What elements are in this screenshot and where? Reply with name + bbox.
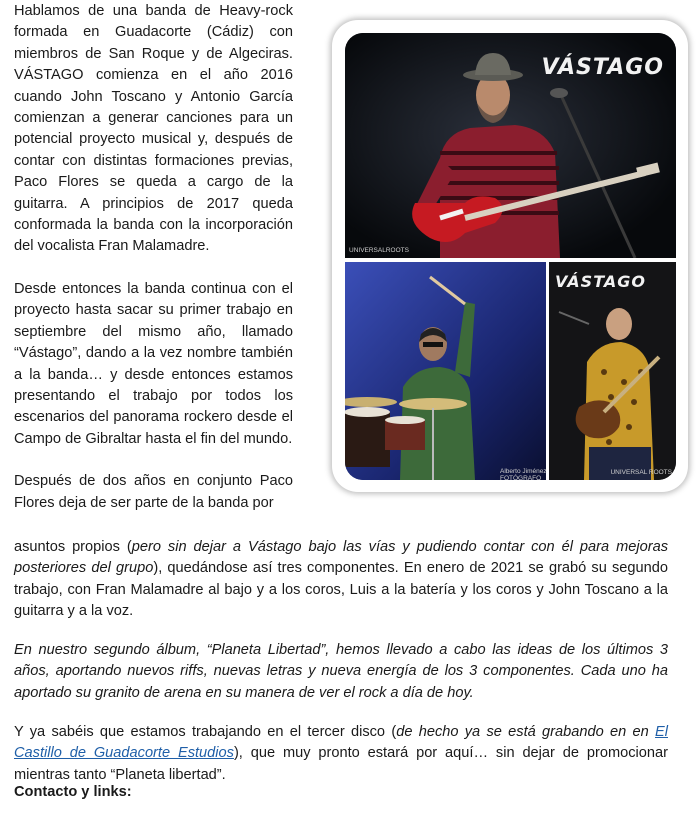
paragraph-lineup-change-continued <box>14 537 668 623</box>
photo-drummer <box>345 262 546 480</box>
photo-credit-bottom-right: UNIVERSAL ROOTS <box>610 469 672 476</box>
guitarist-illustration <box>549 262 676 480</box>
paragraph-lineup-change-start: Después de dos años en conjunto Paco Flores deja de ser parte de la banda por <box>14 473 293 511</box>
italic-aside: pero sin dejar a Vástago bajo las vías y pudiendo contar con él para mejoras posteriores del grupo <box>14 539 668 577</box>
photo-credit-top: UNIVERSALROOTS <box>349 247 409 254</box>
left-column <box>14 1 293 514</box>
band-logo-bottom: VÁSTAGO <box>555 272 646 291</box>
paragraph-band-origin: Hablamos de una banda de Heavy-rock formada en Guadacorte (Cádiz) con miembros de San Roque y de Algeciras. VÁSTAGO comienza en el año 2016 cuando John Toscano y Antonio García comienzan a generar canciones para un potencial proyecto musical y, después de contar con distintas formaciones previas, Paco Flores se queda a cargo de la guitarra. A principios de 2017 queda conformada la banda con la incorporación del vocalista Fran Malamadre. <box>14 3 293 255</box>
photo-collage <box>332 20 688 492</box>
drummer-illustration <box>345 262 546 480</box>
text-run: ), quedándose así tres componentes. En enero de 2021 se grabó su segundo trabajo, con Fran Malamadre al bajo y a los coros, Luis a la batería y los coros y John Toscano a la guitarra y a la voz. <box>14 560 669 620</box>
photo-guitarist <box>549 262 676 480</box>
text-run: Y ya sabéis que estamos trabajando en el tercer disco ( <box>14 724 397 740</box>
text-run: asuntos propios ( <box>14 539 132 555</box>
text-run: ), que muy pronto estará por aquí… sin dejar de promocionar mientras tanto “Planeta libertad”. <box>14 745 668 783</box>
contact-heading: Contacto y links: <box>14 784 132 800</box>
italic-aside: de hecho ya se está grabando en en <box>396 724 656 740</box>
photo-credit-bottom-left: Alberto Jiménez FOTÓGRAFO <box>500 468 547 482</box>
studio-link[interactable]: El Castillo de Guadacorte Estudios <box>14 724 668 762</box>
paragraph-second-album: En nuestro segundo álbum, “Planeta Libertad”, hemos llevado a cabo las ideas de los últimos 3 años, aportando nuevos riffs, nuevas letras y nueva energía de los 3 componentes. Cada uno ha aportado su granito de arena en su manera de ver el rock a día de hoy. <box>14 642 668 701</box>
paragraph-first-album: Desde entonces la banda continua con el proyecto hasta sacar su primer trabajo en septiembre del mismo año, llamado “Vástago”, dando a la vez nombre también a la banda… y desde entonces estamos presentando el trabajo por todos los escenarios del panorama rockero desde el Campo de Gibraltar hasta el fin del mundo. <box>14 280 293 447</box>
band-logo-top: VÁSTAGO <box>541 55 664 80</box>
photo-bassist-singer <box>345 33 676 258</box>
paragraph-third-album <box>14 722 668 786</box>
